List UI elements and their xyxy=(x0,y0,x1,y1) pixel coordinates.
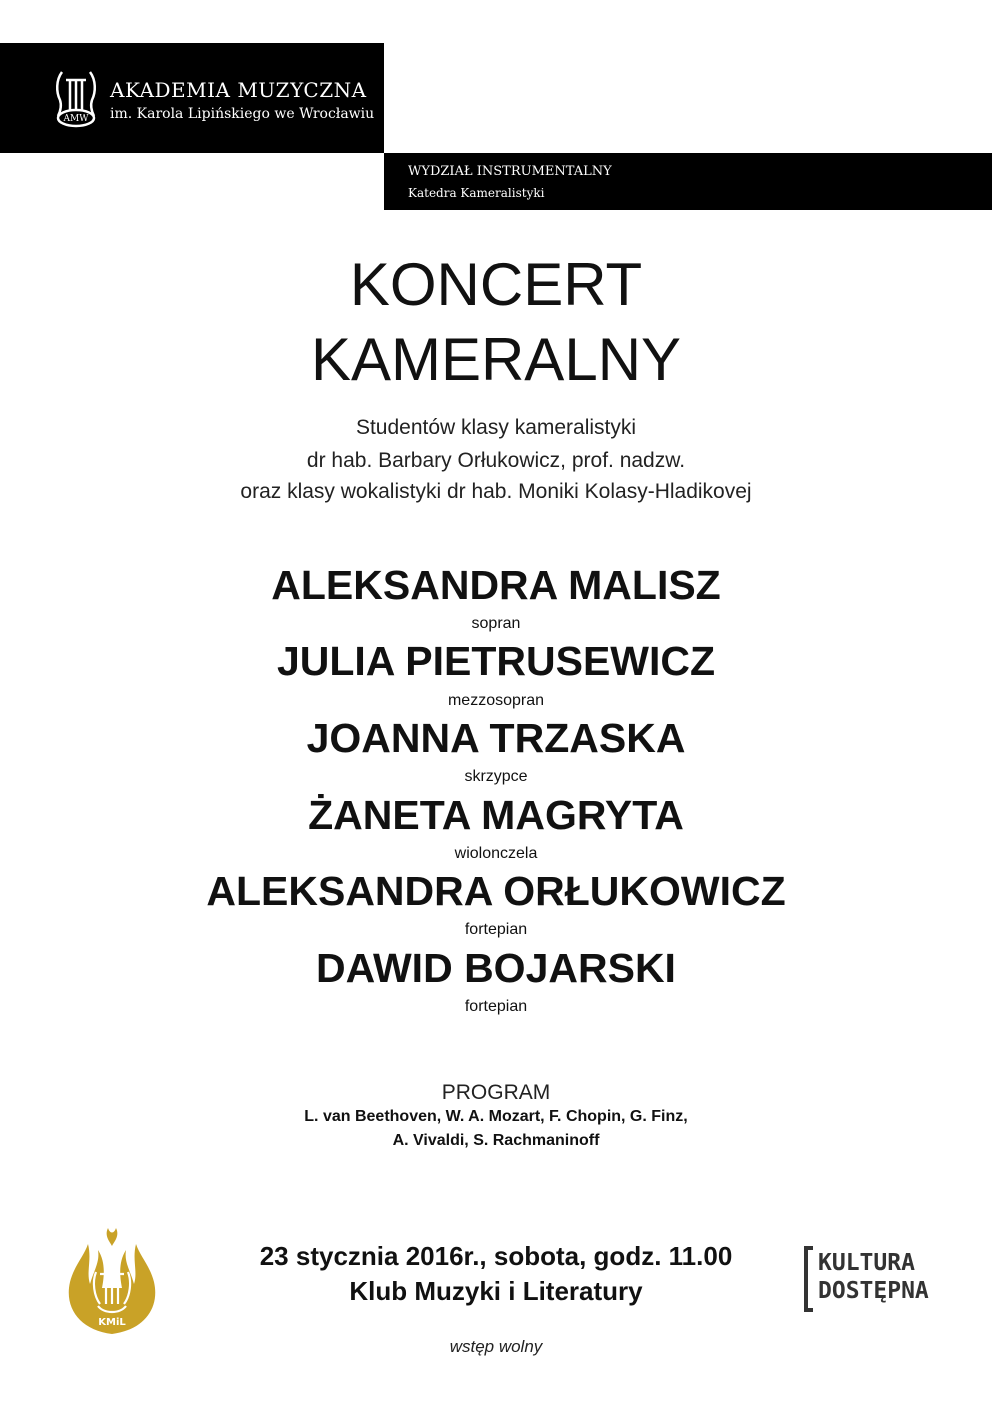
performer-name: ALEKSANDRA ORŁUKOWICZ xyxy=(206,868,786,914)
performer-name: DAWID BOJARSKI xyxy=(316,945,676,991)
performer-role: mezzosopran xyxy=(447,692,545,709)
svg-text:AMW: AMW xyxy=(63,114,89,124)
event-place: Klub Muzyki i Literatury xyxy=(349,1276,643,1306)
intro-line-1: Studentów klasy kameralistyki xyxy=(355,416,637,439)
poster-title-line2: KAMERALNY xyxy=(310,326,682,393)
performer-name: ŻANETA MAGRYTA xyxy=(308,792,684,838)
header-department-block xyxy=(384,153,992,210)
program-composers-line1: L. van Beethoven, W. A. Mozart, F. Chopin, G. Finz, xyxy=(304,1108,688,1125)
performer-role: wiolonczela xyxy=(454,845,538,862)
performer-role: skrzypce xyxy=(464,768,528,785)
performer-role: sopran xyxy=(471,615,521,632)
poster-title-line1: KONCERT xyxy=(349,251,643,318)
lyre-icon xyxy=(52,66,100,130)
intro-line-2: dr hab. Barbary Orłukowicz, prof. nadzw. xyxy=(306,449,686,472)
academy-subtitle: im. Karola Lipińskiego we Wrocławiu xyxy=(110,106,375,122)
faculty-name: WYDZIAŁ INSTRUMENTALNY xyxy=(408,164,612,179)
department-name: Katedra Kameralistyki xyxy=(408,186,545,200)
kmil-logo-text: KMiL xyxy=(98,1317,126,1328)
performer-role: fortepian xyxy=(464,921,528,938)
performer-name: ALEKSANDRA MALISZ xyxy=(271,562,721,608)
performer-name: JOANNA TRZASKA xyxy=(306,715,686,761)
performer-name: JULIA PIETRUSEWICZ xyxy=(276,638,716,684)
kultura-logo-line1: KULTURA xyxy=(818,1250,915,1276)
kmil-flame-lyre-icon xyxy=(60,1222,164,1338)
program-label: PROGRAM xyxy=(441,1081,551,1104)
program-composers-line2: A. Vivaldi, S. Rachmaninoff xyxy=(392,1132,600,1149)
event-date: 23 stycznia 2016r., sobota, godz. 11.00 xyxy=(259,1241,733,1271)
intro-line-3: oraz klasy wokalistyki dr hab. Moniki Kolasy-Hladikovej xyxy=(240,480,752,503)
academy-name: AKADEMIA MUZYCZNA xyxy=(110,78,367,102)
performer-role: fortepian xyxy=(464,998,528,1015)
admission-note: wstęp wolny xyxy=(449,1337,543,1356)
kultura-logo-line2: DOSTĘPNA xyxy=(818,1278,929,1304)
